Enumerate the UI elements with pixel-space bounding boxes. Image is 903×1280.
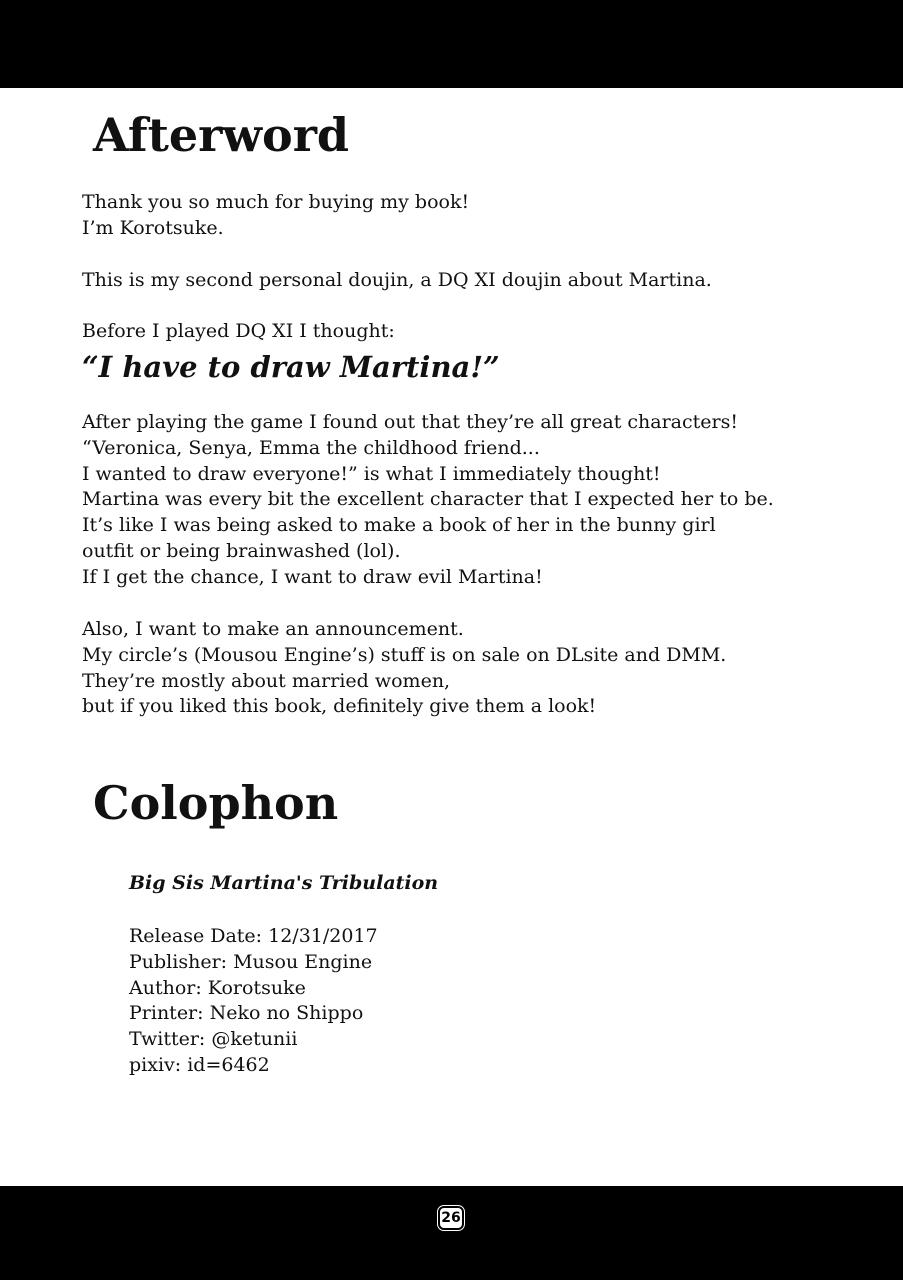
printer: Printer: Neko no Shippo <box>129 1002 364 1025</box>
release-date: Release Date: 12/31/2017 <box>129 925 378 947</box>
text-line: I wanted to draw everyone!” is what I immediately thought! <box>82 462 661 485</box>
pixiv: pixiv: id=6462 <box>129 1053 270 1076</box>
text-line: My circle’s (Mousou Engine’s) stuff is on sale on DLsite and DMM. <box>82 643 727 666</box>
bottom-black-bar <box>0 1186 903 1280</box>
text-line: Thank you so much for buying my book! <box>82 191 470 213</box>
afterword-heading: Afterword <box>93 108 350 162</box>
text-line: but if you liked this book, definitely give them a look! <box>82 695 597 718</box>
afterword-quote: “I have to draw Martina!” <box>82 350 500 384</box>
colophon-heading: Colophon <box>93 776 339 830</box>
afterword-paragraph-3 <box>82 319 395 345</box>
text-line: This is my second personal doujin, a DQ XI doujin about Martina. <box>82 269 712 291</box>
afterword-paragraph-2 <box>82 268 712 294</box>
text-line: I’m Korotsuke. <box>82 216 224 239</box>
afterword-paragraph-5 <box>82 617 726 720</box>
text-line: It’s like I was being asked to make a book of her in the bunny girl <box>82 514 716 537</box>
text-line: “Veronica, Senya, Emma the childhood friend... <box>82 436 540 459</box>
colophon-details <box>129 924 378 1079</box>
author: Author: Korotsuke <box>129 976 306 999</box>
twitter: Twitter: @ketunii <box>129 1028 298 1051</box>
afterword-paragraph-1 <box>82 190 469 242</box>
text-line: Before I played DQ XI I thought: <box>82 320 395 342</box>
colophon-book-title: Big Sis Martina's Tribulation <box>129 872 439 894</box>
text-line: Martina was every bit the excellent character that I expected her to be. <box>82 488 774 511</box>
publisher: Publisher: Musou Engine <box>129 950 373 973</box>
top-black-bar <box>0 0 903 88</box>
text-line: outfit or being brainwashed (lol). <box>82 539 401 562</box>
text-line: After playing the game I found out that they’re all great characters! <box>82 411 738 433</box>
afterword-paragraph-4 <box>82 410 774 591</box>
text-line: If I get the chance, I want to draw evil Martina! <box>82 565 543 588</box>
text-line: They’re mostly about married women, <box>82 669 451 692</box>
text-line: Also, I want to make an announcement. <box>82 618 464 640</box>
page-number: 26 <box>438 1206 464 1230</box>
